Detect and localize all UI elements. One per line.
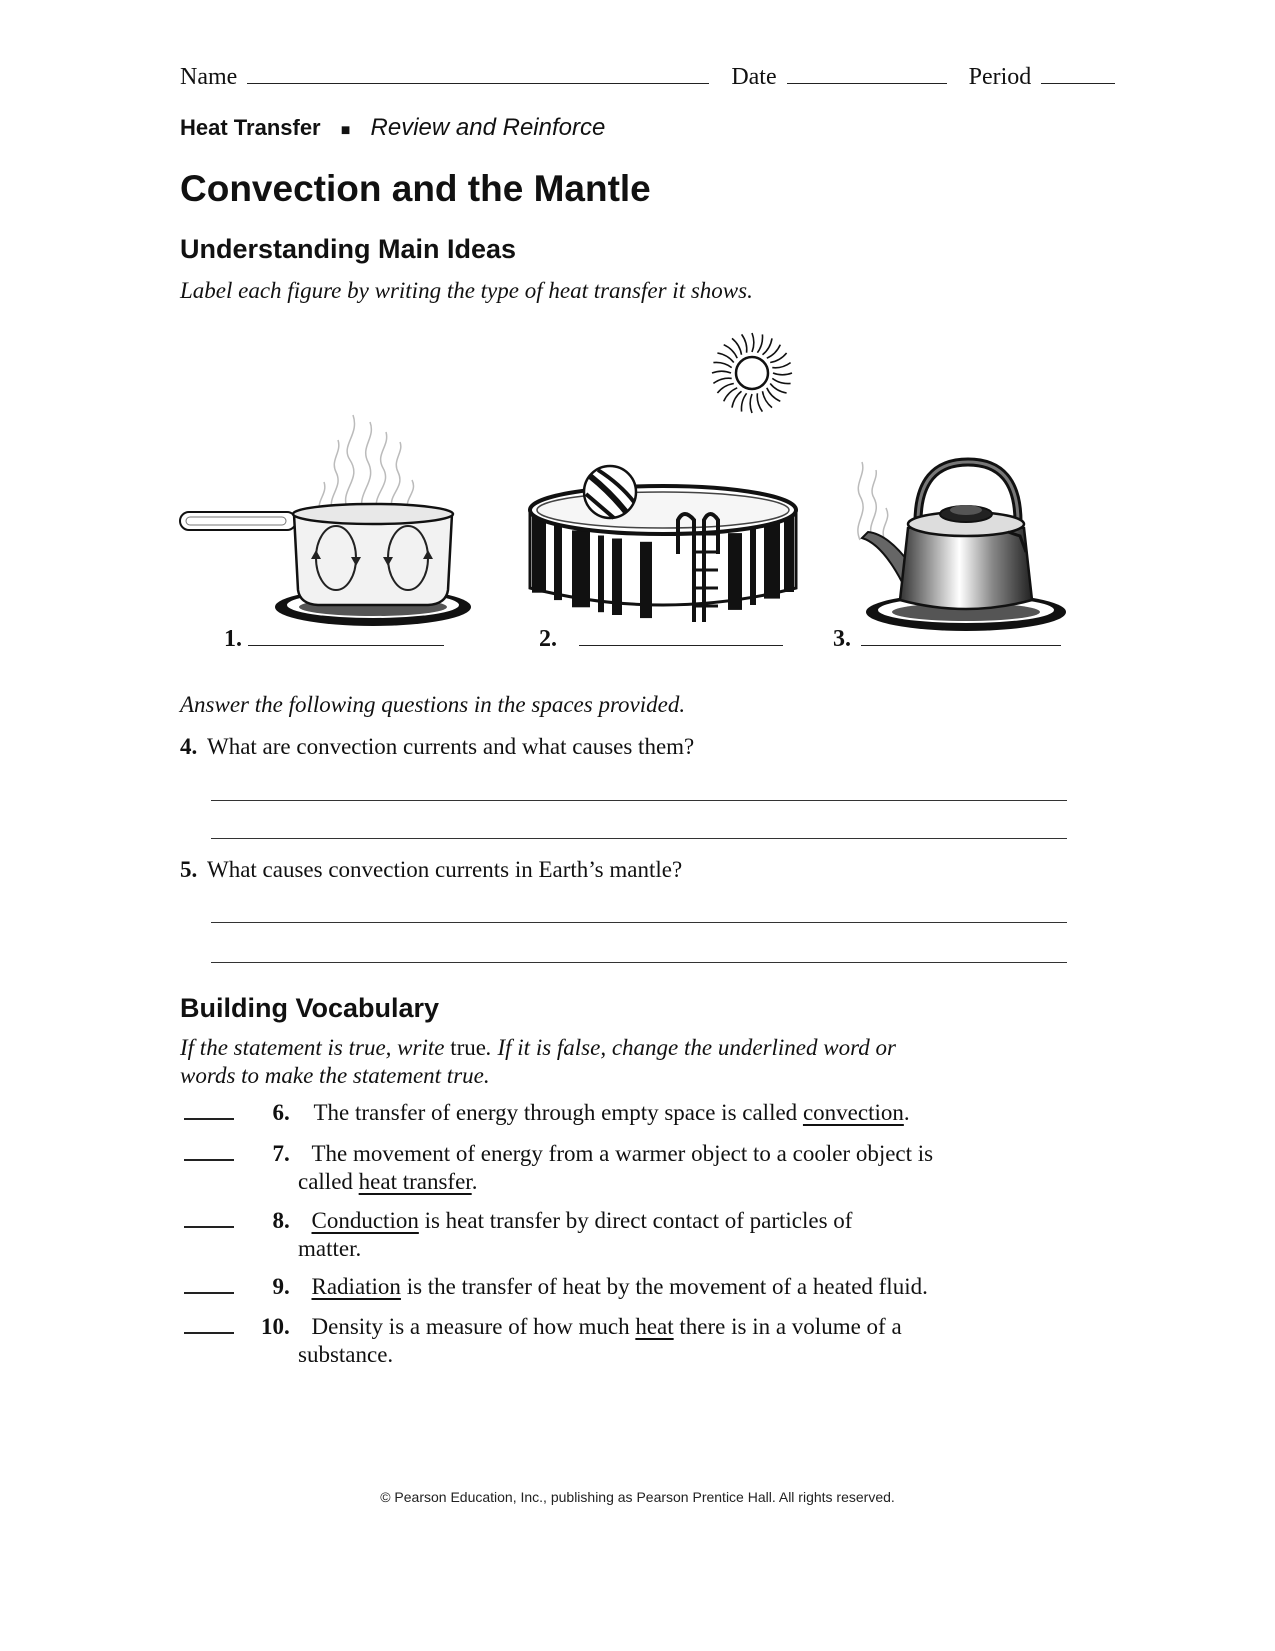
vocab-item-6-number: 6.	[272, 1100, 290, 1125]
page-title: Convection and the Mantle	[180, 168, 651, 209]
vocab-answer-9[interactable]	[184, 1292, 234, 1294]
vocab-item-7-line2: called	[298, 1169, 359, 1194]
vocab-item-7-post: .	[471, 1169, 478, 1194]
figure-answer-1[interactable]	[248, 644, 444, 646]
pool-icon	[528, 462, 798, 632]
vocab-item-6-underlined: convection	[802, 1100, 904, 1125]
vocab-item-8-line2: matter.	[298, 1236, 362, 1261]
date-label: Date	[731, 64, 777, 90]
vocab-answer-10[interactable]	[184, 1332, 234, 1334]
chapter-separator: ■	[340, 122, 351, 139]
chapter-subtitle: Review and Reinforce	[370, 114, 606, 141]
chapter-title: Heat Transfer	[180, 115, 321, 140]
question-5-text: What causes convection currents in Earth’s mantle?	[207, 857, 683, 882]
figure-answer-2[interactable]	[579, 644, 783, 646]
instruction-part3: words to make the statement true.	[180, 1063, 490, 1088]
vocab-answer-8[interactable]	[184, 1226, 234, 1228]
figure-label-3-number: 3.	[833, 626, 851, 652]
name-label: Name	[180, 64, 238, 90]
instruction-part2: . If it is false, change the underlined word or	[485, 1035, 896, 1060]
question-5-number: 5.	[180, 857, 198, 882]
figure-label-1-number: 1.	[224, 626, 242, 652]
sun-icon	[705, 330, 799, 416]
vocab-item-7-underlined: heat transfer	[358, 1169, 472, 1194]
copyright-footer: © Pearson Education, Inc., publishing as Pearson Prentice Hall. All rights reserved.	[380, 1489, 895, 1505]
vocab-item-10-post: there is in a volume of a	[673, 1314, 902, 1339]
pot-icon	[178, 400, 478, 632]
kettle-icon	[848, 452, 1068, 634]
figure-label-3	[833, 626, 1061, 653]
vocab-item-8-number: 8.	[272, 1208, 290, 1233]
vocab-item-8-underlined: Conduction	[311, 1208, 419, 1233]
chapter-line	[180, 114, 605, 142]
vocab-item-10-underlined: heat	[635, 1314, 674, 1339]
answer-line-5b[interactable]	[211, 962, 1067, 963]
vocab-item-6-post: .	[903, 1100, 910, 1125]
date-field[interactable]	[787, 82, 947, 84]
question-4-number: 4.	[180, 734, 198, 759]
name-field[interactable]	[247, 82, 709, 84]
header-fields	[180, 64, 1115, 91]
figure-answer-3[interactable]	[861, 644, 1061, 646]
vocab-answer-7[interactable]	[184, 1159, 234, 1161]
question-4	[180, 734, 694, 760]
vocab-item-9-number: 9.	[272, 1274, 290, 1299]
vocab-item-9	[184, 1274, 928, 1300]
answer-line-5a[interactable]	[211, 922, 1067, 923]
period-label: Period	[968, 64, 1032, 90]
vocab-item-10-number: 10.	[261, 1314, 290, 1339]
vocab-item-7-number: 7.	[272, 1141, 290, 1166]
vocab-answer-6[interactable]	[184, 1118, 234, 1120]
question-4-text: What are convection currents and what causes them?	[207, 734, 695, 759]
instruction-true: true	[450, 1035, 486, 1060]
figure-instruction: Label each figure by writing the type of heat transfer it shows.	[180, 278, 753, 303]
answer-line-4a[interactable]	[211, 800, 1067, 801]
section-heading-vocabulary: Building Vocabulary	[180, 993, 440, 1023]
question-5	[180, 857, 682, 883]
instruction-part1: If the statement is true, write	[180, 1035, 445, 1060]
vocab-item-10	[184, 1313, 902, 1369]
vocab-item-7-text: The movement of energy from a warmer object to a cooler object is	[311, 1141, 934, 1166]
period-field[interactable]	[1041, 82, 1115, 84]
answer-instruction: Answer the following questions in the spaces provided.	[180, 692, 686, 717]
answer-line-4b[interactable]	[211, 838, 1067, 839]
figure-label-2-number: 2.	[539, 626, 557, 652]
vocab-item-7	[184, 1140, 933, 1196]
vocab-item-9-underlined: Radiation	[311, 1274, 401, 1299]
figure-label-1	[224, 626, 444, 653]
vocab-item-8	[184, 1207, 852, 1263]
vocab-item-9-text: is the transfer of heat by the movement of a heated fluid.	[400, 1274, 928, 1299]
vocabulary-instruction	[180, 1034, 1000, 1090]
figure-label-2	[539, 626, 783, 653]
vocab-item-10-text: Density is a measure of how much	[311, 1314, 636, 1339]
vocab-item-8-text: is heat transfer by direct contact of particles of	[418, 1208, 853, 1233]
vocab-item-10-line2: substance.	[298, 1342, 394, 1367]
vocab-item-6	[184, 1100, 910, 1126]
section-heading-main-ideas: Understanding Main Ideas	[180, 234, 517, 264]
vocab-item-6-text: The transfer of energy through empty space is called	[313, 1100, 803, 1125]
